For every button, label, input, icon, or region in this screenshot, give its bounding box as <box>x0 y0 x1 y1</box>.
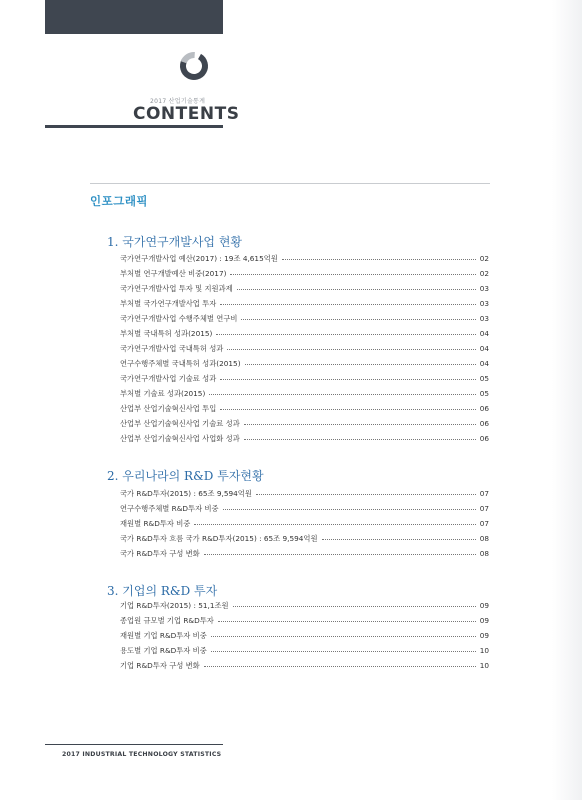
toc-entry[interactable] <box>120 431 489 446</box>
dot-leader <box>209 394 475 395</box>
toc-entry-title: 재원별 R&D투자 비중 <box>120 518 191 528</box>
section-divider <box>90 183 490 184</box>
dot-leader <box>194 524 475 525</box>
toc-entry-title: 산업부 산업기술혁신사업 기술료 성과 <box>120 418 240 428</box>
chapter-2-list <box>120 486 489 561</box>
footer-rule <box>45 744 223 745</box>
section-label-infographic: 인포그래픽 <box>90 194 149 208</box>
toc-entry-title: 기업 R&D투자(2015) : 51,1조원 <box>120 600 229 610</box>
toc-entry[interactable] <box>120 546 489 561</box>
toc-page-number: 07 <box>479 489 489 498</box>
dot-leader <box>322 539 476 540</box>
footer-text: 2017 INDUSTRIAL TECHNOLOGY STATISTICS <box>62 751 222 758</box>
toc-page-number: 03 <box>479 299 489 308</box>
chapter-3-list <box>120 598 489 673</box>
toc-entry[interactable] <box>120 486 489 501</box>
toc-page-number: 07 <box>479 504 489 513</box>
toc-entry-title: 국가연구개발사업 수행주체별 연구비 <box>120 313 238 323</box>
toc-entry[interactable] <box>120 371 489 386</box>
toc-entry[interactable] <box>120 516 489 531</box>
toc-page-number: 09 <box>479 631 489 640</box>
toc-entry[interactable] <box>120 401 489 416</box>
toc-page-number: 09 <box>479 601 489 610</box>
toc-entry[interactable] <box>120 416 489 431</box>
toc-page-number: 10 <box>479 661 489 670</box>
toc-entry[interactable] <box>120 643 489 658</box>
toc-entry[interactable] <box>120 386 489 401</box>
toc-entry[interactable] <box>120 531 489 546</box>
toc-entry[interactable] <box>120 356 489 371</box>
dot-leader <box>241 319 475 320</box>
logo-ring-icon <box>178 50 210 82</box>
toc-page-number: 08 <box>479 534 489 543</box>
toc-entry-title: 국가연구개발사업 예산(2017) : 19조 4,615억원 <box>120 253 278 263</box>
toc-entry[interactable] <box>120 598 489 613</box>
toc-entry-title: 부처별 기술료 성과(2015) <box>120 388 206 398</box>
chapter-1-title: 1. 국가연구개발사업 현황 <box>107 235 242 249</box>
toc-entry[interactable] <box>120 251 489 266</box>
toc-entry-title: 산업부 산업기술혁신사업 투입 <box>120 403 217 413</box>
toc-page-number: 04 <box>479 359 489 368</box>
toc-entry[interactable] <box>120 296 489 311</box>
toc-page-number: 06 <box>479 434 489 443</box>
toc-entry-title: 산업부 산업기술혁신사업 사업화 성과 <box>120 433 240 443</box>
toc-entry-title: 국가연구개발사업 기술료 성과 <box>120 373 217 383</box>
toc-entry[interactable] <box>120 341 489 356</box>
dot-leader <box>220 304 475 305</box>
dot-leader <box>244 424 476 425</box>
toc-entry-title: 국가연구개발사업 국내특허 성과 <box>120 343 224 353</box>
header-bar <box>45 0 223 34</box>
toc-page-number: 10 <box>479 646 489 655</box>
toc-entry[interactable] <box>120 613 489 628</box>
dot-leader <box>282 259 476 260</box>
dot-leader <box>204 666 476 667</box>
toc-entry-title: 국가 R&D투자 흐름 국가 R&D투자(2015) : 65조 9,594억원 <box>120 533 318 543</box>
dot-leader <box>233 606 476 607</box>
toc-entry[interactable] <box>120 266 489 281</box>
toc-entry-title: 부처별 국내특허 성과(2015) <box>120 328 213 338</box>
dot-leader <box>237 289 476 290</box>
chapter-2-title: 2. 우리나라의 R&D 투자현황 <box>107 469 264 483</box>
dot-leader <box>220 379 475 380</box>
toc-entry[interactable] <box>120 658 489 673</box>
brand-subtitle: 2017 산업기술통계 <box>150 98 206 105</box>
toc-entry[interactable] <box>120 501 489 516</box>
toc-page-number: 04 <box>479 344 489 353</box>
toc-entry-title: 종업원 규모별 기업 R&D투자 <box>120 615 214 625</box>
toc-page-number: 09 <box>479 616 489 625</box>
toc-entry-title: 재원별 기업 R&D투자 비중 <box>120 630 207 640</box>
dot-leader <box>211 651 476 652</box>
toc-entry-title: 국가 R&D투자 구성 변화 <box>120 548 200 558</box>
toc-entry-title: 국가 R&D투자(2015) : 65조 9,594억원 <box>120 488 252 498</box>
toc-entry-title: 국가연구개발사업 투자 및 지원과제 <box>120 283 233 293</box>
toc-page-number: 04 <box>479 329 489 338</box>
toc-page-number: 07 <box>479 519 489 528</box>
toc-entry-title: 연구수행주체별 국내특허 성과(2015) <box>120 358 241 368</box>
toc-entry-title: 부처별 연구개발예산 비중(2017) <box>120 268 227 278</box>
dot-leader <box>216 334 475 335</box>
toc-page-number: 08 <box>479 549 489 558</box>
toc-page-number: 03 <box>479 314 489 323</box>
dot-leader <box>204 554 476 555</box>
title-underline <box>45 125 223 128</box>
toc-page-number: 02 <box>479 269 489 278</box>
page-edge-shade <box>552 0 582 800</box>
toc-page-number: 06 <box>479 404 489 413</box>
chapter-1-list <box>120 251 489 446</box>
toc-entry-title: 기업 R&D투자 구성 변화 <box>120 660 200 670</box>
dot-leader <box>256 494 476 495</box>
dot-leader <box>223 509 476 510</box>
dot-leader <box>245 364 476 365</box>
toc-page-number: 02 <box>479 254 489 263</box>
dot-leader <box>220 409 475 410</box>
toc-page-number: 06 <box>479 419 489 428</box>
toc-entry-title: 부처별 국가연구개발사업 투자 <box>120 298 217 308</box>
chapter-3-title: 3. 기업의 R&D 투자 <box>107 584 218 598</box>
toc-entry[interactable] <box>120 326 489 341</box>
dot-leader <box>227 349 475 350</box>
toc-page-number: 05 <box>479 374 489 383</box>
dot-leader <box>244 439 476 440</box>
dot-leader <box>211 636 476 637</box>
toc-entry[interactable] <box>120 311 489 326</box>
toc-page-number: 05 <box>479 389 489 398</box>
contents-title: CONTENTS <box>133 104 240 124</box>
dot-leader <box>218 621 476 622</box>
toc-entry[interactable] <box>120 628 489 643</box>
dot-leader <box>230 274 475 275</box>
toc-entry-title: 연구수행주체별 R&D투자 비중 <box>120 503 219 513</box>
toc-entry-title: 용도별 기업 R&D투자 비중 <box>120 645 207 655</box>
toc-page-number: 03 <box>479 284 489 293</box>
toc-entry[interactable] <box>120 281 489 296</box>
